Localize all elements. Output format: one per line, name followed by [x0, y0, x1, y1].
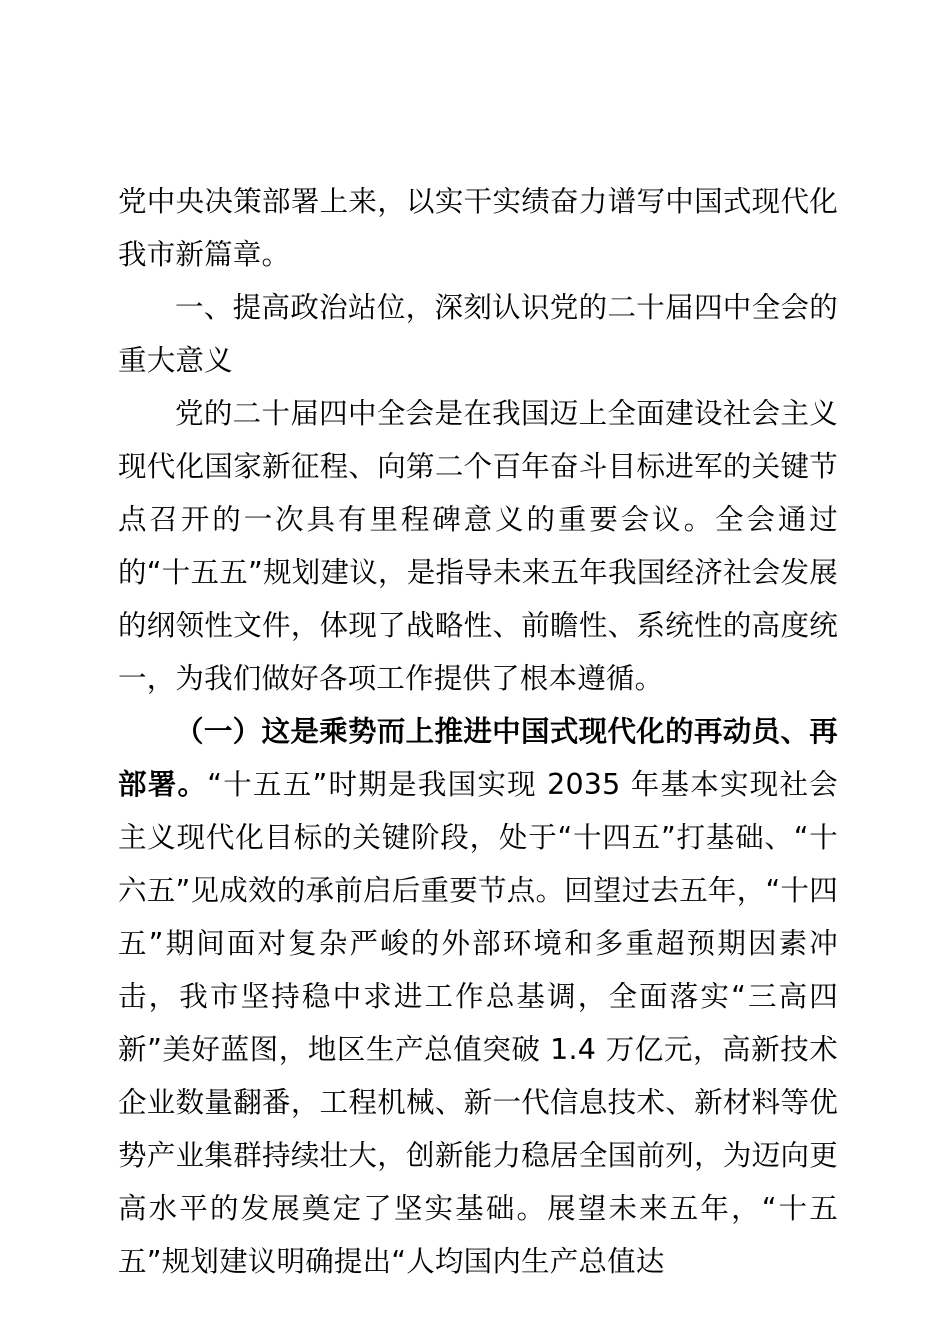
paragraph-subsection-one — [118, 705, 838, 1288]
subsection-one-body: “十五五”时期是我国实现 2035 年基本实现社会主义现代化目标的关键阶段，处于“十四五”打基础、“十六五”见成效的承前启后重要节点。回望过去五年，“十四五”期间面对复杂严峻的外部环境和多重超预期因素冲击，我市坚持稳中求进工作总基调，全面落实“三高四新”美好蓝图，地区生产总值突破 1.4 万亿元，高新技术企业数量翻番，工程机械、新一代信息技术、新材料等优势产业集群持续壮大，创新能力稳居全国前列，为迈向更高水平的发展奠定了坚实基础。展望未来五年，“十五五”规划建议明确提出“人均国内生产总值达 — [118, 768, 838, 1278]
paragraph-continuation: 党中央决策部署上来，以实干实绩奋力谱写中国式现代化我市新篇章。 — [118, 185, 838, 271]
heading-section-one: 一、提高政治站位，深刻认识党的二十届四中全会的重大意义 — [118, 291, 838, 377]
document-body — [118, 175, 838, 1288]
subsection-one-lead: （一）这是乘势而上推进中国式现代化的再动员、再部署。 — [118, 715, 838, 801]
paragraph-plenary-significance: 党的二十届四中全会是在我国迈上全面建设社会主义现代化国家新征程、向第二个百年奋斗目标进军的关键节点召开的一次具有里程碑意义的重要会议。全会通过的“十五五”规划建议，是指导未来五年我国经济社会发展的纲领性文件，体现了战略性、前瞻性、系统性的高度统一，为我们做好各项工作提供了根本遵循。 — [118, 397, 838, 695]
